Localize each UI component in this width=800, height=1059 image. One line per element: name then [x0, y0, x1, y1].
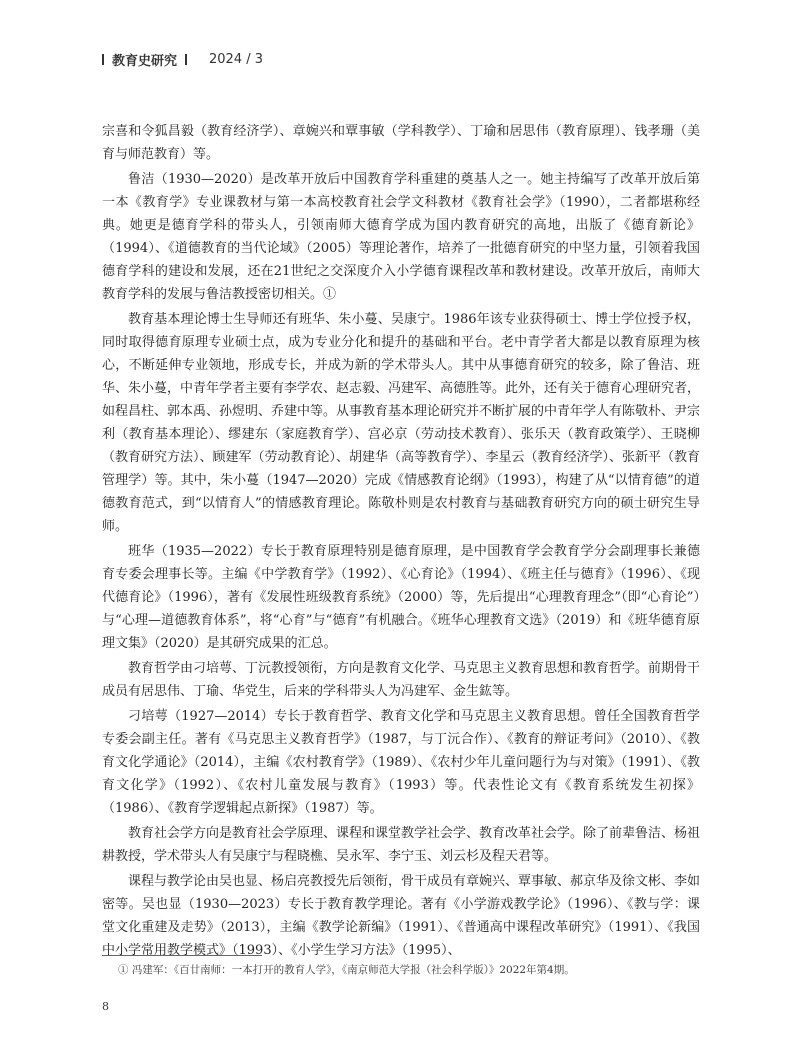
issue-number: 2024 / 3 [209, 52, 264, 67]
paragraph: 教育社会学方向是教育社会学原理、课程和课堂教学社会学、教育改革社会学。除了前辈鲁洁、杨祖耕教授，学术带头人有吴康宁与程晓樵、吴永军、李宁玉、刘云杉及程天君等。 [102, 826, 701, 864]
header-bar-right [185, 54, 187, 65]
paragraph: 刁培萼（1927—2014）专长于教育哲学、教育文化学和马克思主义教育思想。曾任全国教育哲学专委会副主任。著有《马克思主义教育哲学》（1987，与丁沅合作）、《教育的辩证考问》（2010）、《教育文化学通论》（2014），主编《农村教育学》（1989）、《农村少年儿童问题行为与对策》（1991）、《教育文化学》（1992）、《农村儿童发展与教育》（1993）等。代表性论文有《教育系统发生初探》（1986）、《教育学逻辑起点新探》（1987）等。 [102, 709, 700, 816]
paragraph: 鲁洁（1930—2020）是改革开放后中国教育学科重建的奠基人之一。她主持编写了改革开放后第一本《教育学》专业课教材与第一本高校教育社会学文科教材《教育社会学》（1990），二者都堪称经典。她更是德育学科的带头人，引领南师大德育学成为国内教育研究的高地，出版了《德育新论》（1994）、《道德教育的当代论域》（2005）等理论著作，培养了一批德育研究的中坚力量，引领着我国德育学科的建设和发展，还在21世纪之交深度介入小学德育课程改革和教材建设。改革开放后，南师大教育学科的发展与鲁洁教授密切相关。① [102, 172, 700, 302]
paragraph: 教育基本理论博士生导师还有班华、朱小蔓、吴康宁。1986年该专业获得硕士、博士学位授予权，同时取得德育原理专业硕士点，成为专业分化和提升的基础和平台。老中青学者大都是以教育原理为核心，不断延伸专业领地，形成专长，并成为新的学术带头人。其中从事德育研究的较多，除了鲁洁、班华、朱小蔓，中青年学者主要有李学农、赵志毅、冯建军、高德胜等。此外，还有关于德育心理研究者，如程昌柱、郭本禹、孙煜明、乔建中等。从事教育基本理论研究并不断扩展的中青年学人有陈敬朴、尹宗利（教育基本理论）、缪建东（家庭教育学）、宫必京（劳动技术教育）、张乐天（教育政策学）、王晓柳（教育研究方法）、顾建军（劳动教育论）、胡建华（高等教育学）、李星云（教育经济学）、张新平（教育管理学）等。其中，朱小蔓（1947—2020）完成《情感教育论纲》（1993），构建了从“以情育德”的道德教育范式，到“以情育人”的情感教育理论。陈敬朴则是农村教育与基础教育研究方向的硕士研究生导师。 [102, 312, 701, 534]
paragraph: 宗喜和令狐昌毅（教育经济学）、章婉兴和覃事敏（学科教学）、丁瑜和居思伟（教育原理）、钱孝珊（美育与师范教育）等。 [102, 124, 700, 162]
footnote-divider [102, 955, 262, 956]
footnote: ① 冯建军：《百廿南师：一本打开的教育人学》，《南京师范大学报（社会科学版）》2022年第4期。 [118, 964, 575, 976]
header-bar-left [102, 54, 104, 65]
paragraph: 教育哲学由刁培萼、丁沅教授领衔，方向是教育文化学、马克思主义教育思想和教育哲学。前期骨干成员有居思伟、丁瑜、华党生，后来的学科带头人为冯建军、金生鈜等。 [102, 661, 701, 699]
running-header [102, 50, 263, 69]
article-body [102, 120, 700, 964]
paragraph: 班华（1935—2022）专长于教育原理特别是德育原理，是中国教育学会教育学分会副理事长兼德育专委会理事长等。主编《中学教育学》（1992）、《心育论》（1994）、《班主任与德育》（1996）、《现代德育论》（1996），著有《发展性班级教育系统》（2000）等，先后提出“心理教育理念”（即“心育论”）与“心理—道德教育体系”，将“心育”与“德育”有机融合。《班华心理教育文选》（2019）和《班华德育原理文集》（2020）是其研究成果的汇总。 [102, 544, 700, 651]
journal-title: 教育史研究 [112, 54, 178, 69]
page-number: 8 [102, 1000, 109, 1013]
paragraph: 课程与教学论由吴也显、杨启亮教授先后领衔，骨干成员有章婉兴、覃事敏、郝京华及徐文彬、李如密等。吴也显（1930—2023）专长于教育教学理论。著有《小学游戏教学论》（1996）、《教与学：课堂文化重建及走势》（2013），主编《教学论新编》（1991）、《普通高中课程改革研究》（1991）、《我国中小学常用教学模式》（1993）、《小学生学习方法》（1995）、 [102, 874, 701, 958]
